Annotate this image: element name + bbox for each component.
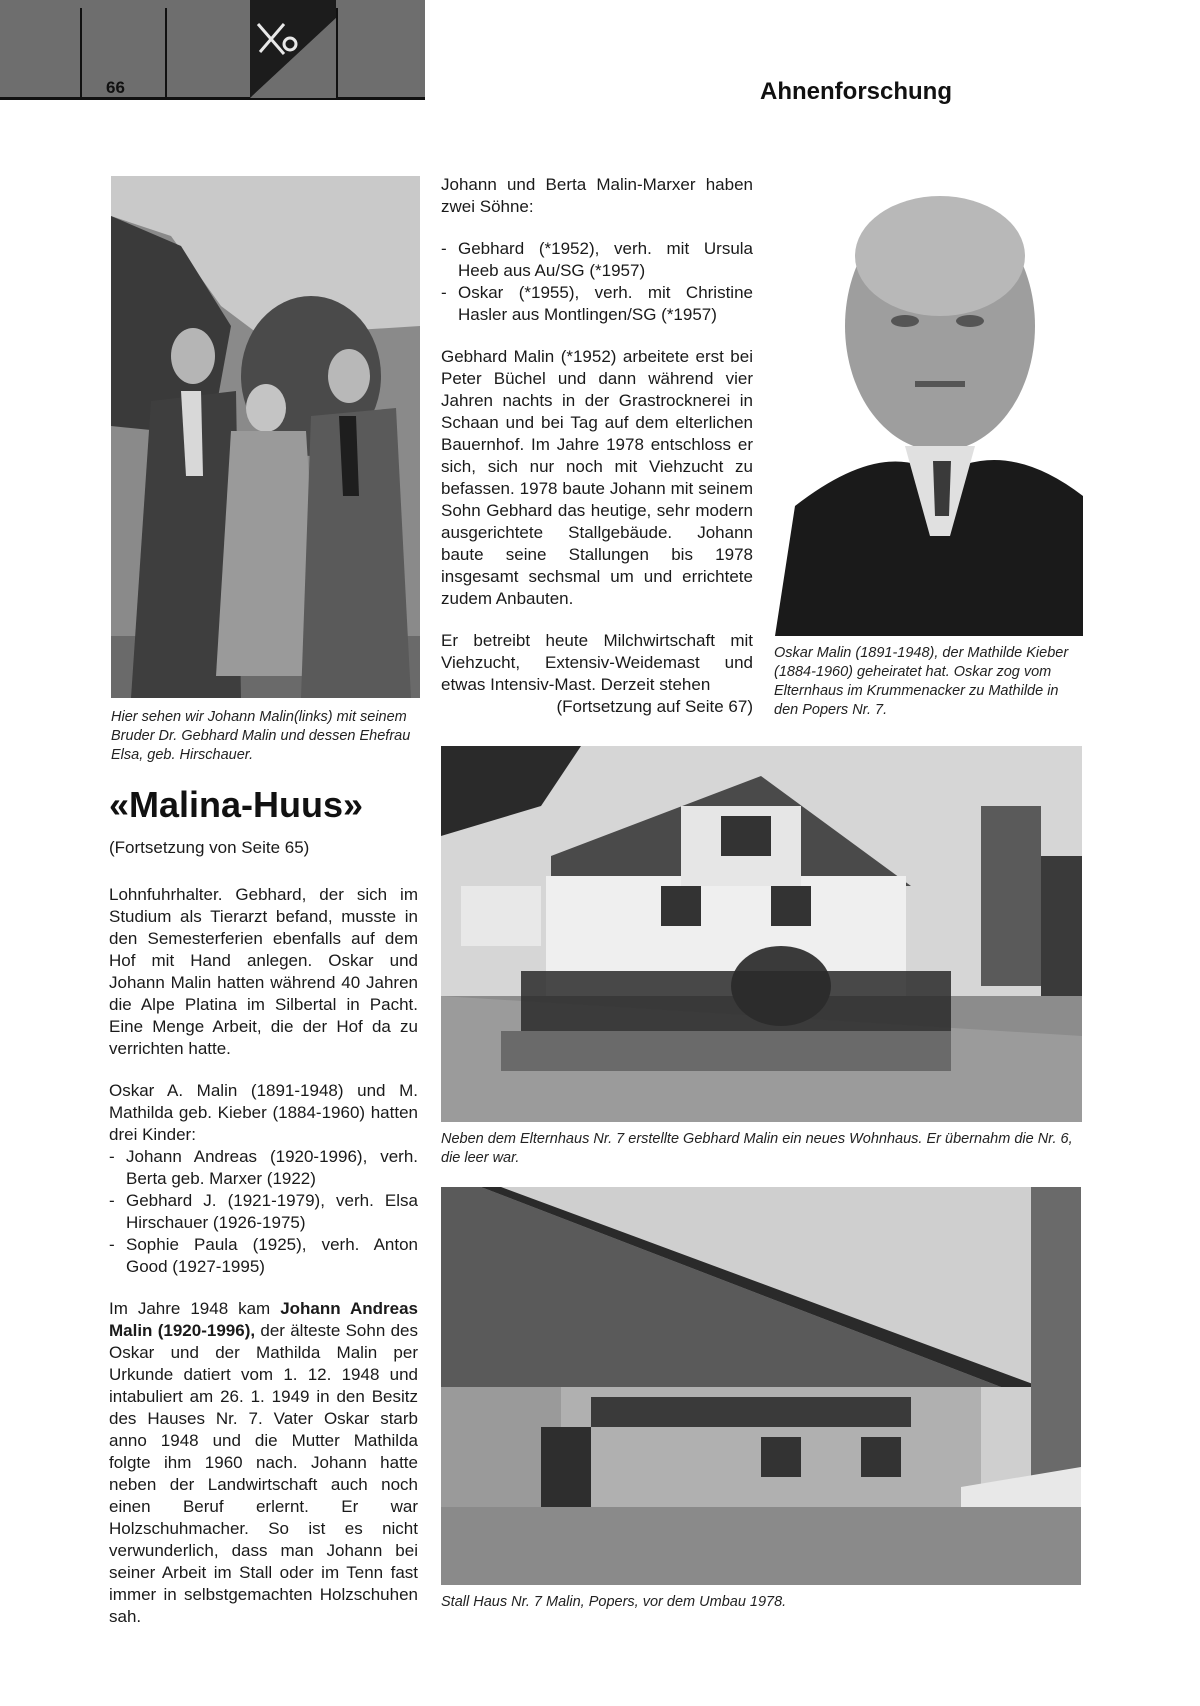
list-item: - Gebhard (*1952), verh. mit Ursula Heeb aus Au/SG (*1957) <box>441 238 753 282</box>
barn-photo <box>441 1187 1081 1585</box>
children-list <box>109 1146 418 1278</box>
barn-photo-caption: Stall Haus Nr. 7 Malin, Popers, vor dem Umbau 1978. <box>441 1594 787 1610</box>
article-headline: «Malina-Huus» <box>109 784 364 825</box>
list-item: - Oskar (*1955), verh. mit Christine Hasler aus Montlingen/SG (*1957) <box>441 282 753 326</box>
paragraph <box>109 1298 418 1628</box>
portrait-photo <box>775 176 1083 636</box>
header-band <box>0 0 425 98</box>
section-title: Ahnenforschung <box>760 78 952 105</box>
portrait-caption: Oskar Malin (1891-1948), der Mathilde Kieber (1884-1960) geheiratet hat. Oskar zog vom Elternhaus im Krummenacker zu Mathilde in den Popers Nr. 7. <box>774 645 1069 718</box>
page-number: 66 <box>106 78 125 97</box>
continued-from: (Fortsetzung von Seite 65) <box>109 838 310 857</box>
left-column-body <box>109 884 418 1648</box>
middle-column-body <box>441 174 753 718</box>
bold-name: Johann Andreas Malin (1920-1996), <box>109 1299 418 1340</box>
text-span: der älteste Sohn des Oskar und der Mathilda Malin per Urkunde datiert vom 1. 12. 1948 und intabuliert am 26. 1. 1949 in den Besitz des Hauses Nr. 7. Vater Oskar starb anno 1948 und die Mutter Mathilda folgte ihm 1960 nach. Johann hatte neben der Landwirtschaft auch noch einen Beruf erlernt. Er war Holzschuhmacher. So ist es nicht verwunderlich, dass man Johann bei seiner Arbeit im Stall oder im Tenn fast immer in selbstgemachten Holzschuhen sah. <box>109 1321 418 1626</box>
house-photo <box>441 746 1082 1122</box>
paragraph: Oskar A. Malin (1891-1948) und M. Mathilda geb. Kieber (1884-1960) hatten drei Kinder: <box>109 1081 418 1144</box>
paragraph: Gebhard Malin (*1952) arbeitete erst bei Peter Büchel und dann während vier Jahren nachts in der Grastrocknerei in Schaan und bei Tag auf dem elterlichen Bauernhof. Im Jahre 1978 entschloss er sich, sich nur noch mit Viehzucht zu befassen. 1978 baute Johann mit seinem Sohn Gebhard das heutige, sehr modern ausgerichtete Stallgebäude. Johann baute seine Stallungen bis 1978 insgesamt sechsmal um und errichtete zudem Anbauten. <box>441 347 753 608</box>
list-item: - Sophie Paula (1925), verh. Anton Good (1927-1995) <box>109 1234 418 1278</box>
paragraph: Lohnfuhrhalter. Gebhard, der sich im Studium als Tierarzt befand, musste in den Semesterferien ebenfalls auf dem Hof mit Hand anlegen. Oskar und Johann Malin hatten während 40 Jahren die Alpe Platina im Silbertal in Pacht. Eine Menge Arbeit, die der Hof da zu verrichten hatte. <box>109 885 418 1058</box>
header-divider <box>80 8 82 98</box>
family-photo <box>111 176 420 698</box>
text-span: Im Jahre 1948 kam <box>109 1299 281 1318</box>
paragraph: Er betreibt heute Milchwirtschaft mit Viehzucht, Extensiv-Weidemast und etwas Intensiv-Mast. Derzeit stehen <box>441 631 753 694</box>
coat-of-arms-icon <box>250 0 336 98</box>
header-divider <box>165 8 167 98</box>
header-rule <box>0 97 425 100</box>
header-divider <box>336 8 338 98</box>
list-item: - Gebhard J. (1921-1979), verh. Elsa Hirschauer (1926-1975) <box>109 1190 418 1234</box>
sons-list <box>441 238 753 326</box>
family-photo-caption: Hier sehen wir Johann Malin(links) mit seinem Bruder Dr. Gebhard Malin und dessen Ehefrau Elsa, geb. Hirschauer. <box>111 709 411 763</box>
paragraph: Johann und Berta Malin-Marxer haben zwei Söhne: <box>441 175 753 216</box>
house-photo-caption: Neben dem Elternhaus Nr. 7 erstellte Gebhard Malin ein neues Wohnhaus. Er übernahm die Nr. 6, die leer war. <box>441 1131 1073 1166</box>
continued-on: (Fortsetzung auf Seite 67) <box>556 697 753 716</box>
list-item: - Johann Andreas (1920-1996), verh. Berta geb. Marxer (1922) <box>109 1146 418 1190</box>
